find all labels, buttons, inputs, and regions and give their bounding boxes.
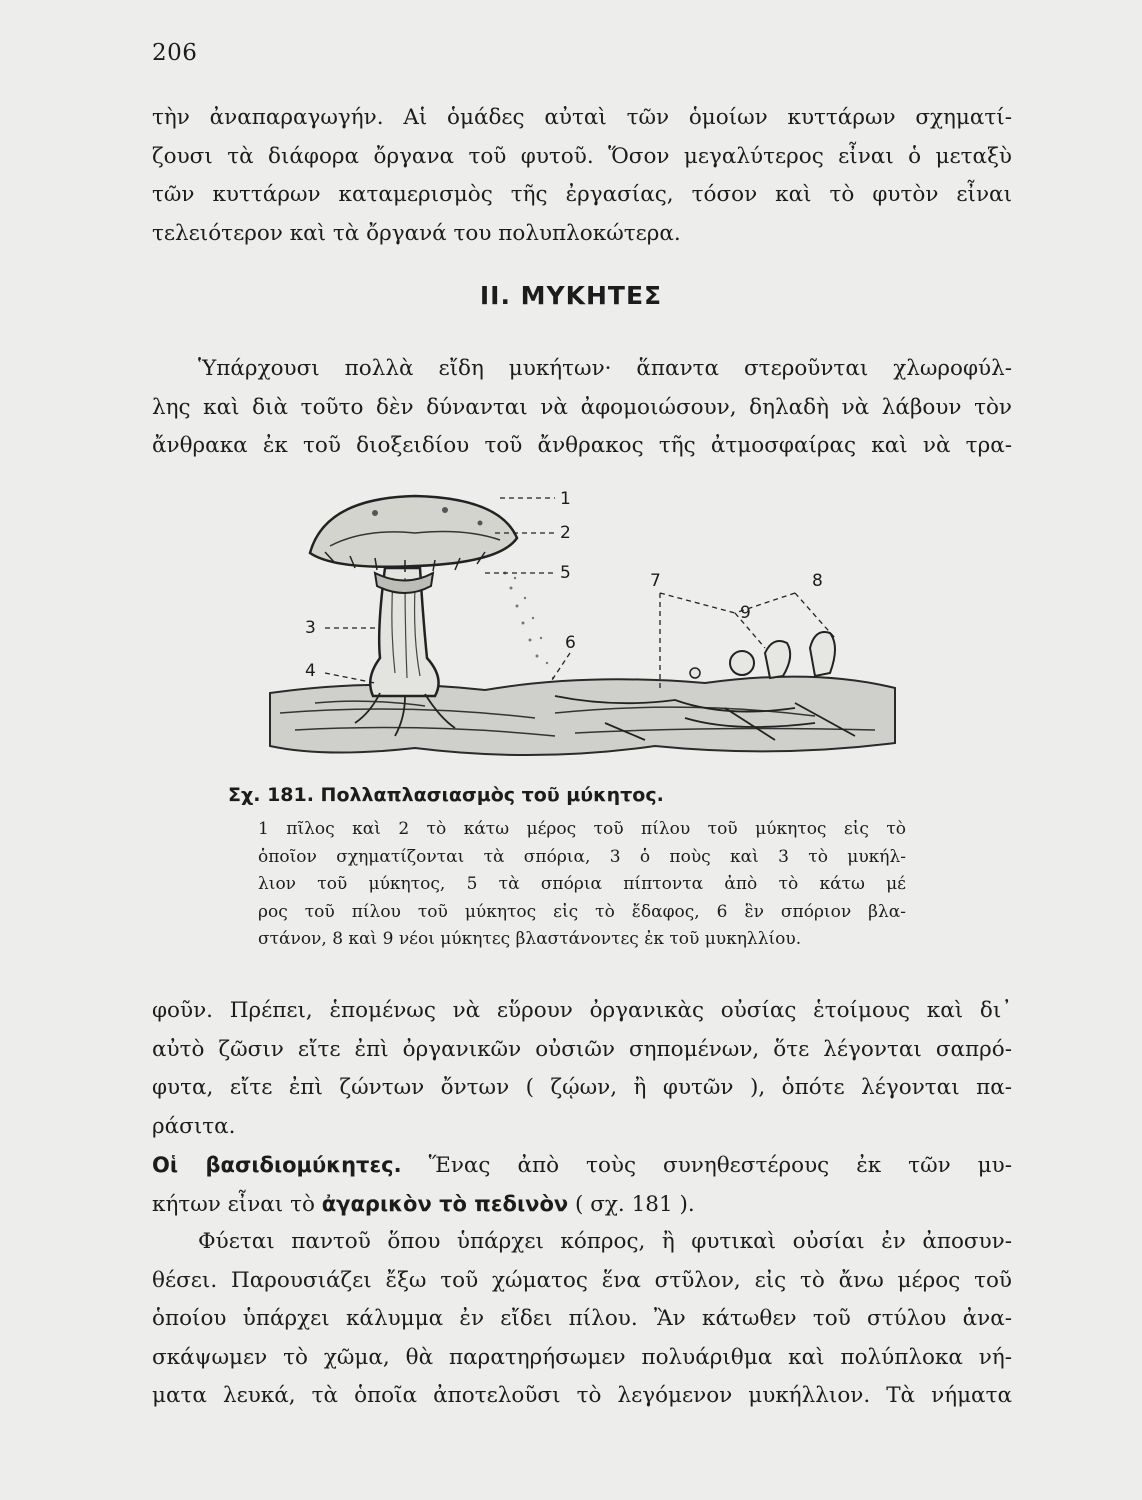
text-line: αὐτὸ ζῶσιν εἴτε ἐπὶ ὀργανικῶν οὐσιῶν σηπομένων, ὅτε λέγονται σαπρό- [152, 1036, 1012, 1062]
text-line: σκάψωμεν τὸ χῶμα, θὰ παρατηρήσωμεν πολυάριθμα καὶ πολύπλοκα νή- [152, 1344, 1012, 1370]
figure-label: 3 [305, 618, 316, 638]
figure-label: 2 [560, 523, 571, 543]
text-line: ὁποίου ὑπάρχει κάλυμμα ἐν εἴδει πίλου. Ἂν κάτωθεν τοῦ στύλου ἀνα- [152, 1306, 1012, 1331]
figure-label: 6 [565, 633, 576, 653]
text-line: φοῦν. Πρέπει, ἑπομένως νὰ εὕρουν ὀργανικὰς οὐσίας ἑτοίμους καὶ δι᾽ [152, 998, 1012, 1023]
text-run: Ἕνας ἀπὸ τοὺς συνηθεστέρους ἐκ τῶν μυ- [401, 1153, 1012, 1178]
figure-label: 9 [740, 603, 751, 623]
caption-line: 1 πῖλος καὶ 2 τὸ κάτω μέρος τοῦ πίλου τοῦ μύκητος εἰς τὸ [258, 819, 906, 839]
text-line [152, 1185, 1012, 1224]
text-line: τὴν ἀναπαραγωγήν. Αἱ ὁμάδες αὐταὶ τῶν ὁμοίων κυττάρων σχηματί- [152, 105, 1012, 130]
paragraph-cell-organs [152, 99, 1012, 253]
figure-label: 7 [650, 571, 661, 591]
figure-label: 1 [560, 489, 571, 509]
falling-spores [504, 572, 555, 680]
mushroom-cap [310, 496, 517, 572]
paragraph-saprophytes [152, 992, 1012, 1416]
text-line: Ὑπάρχουσι πολλὰ εἴδη μυκήτων· ἅπαντα στεροῦνται χλωροφύλ- [198, 356, 1012, 381]
text-run: ( σχ. 181 ). [568, 1191, 695, 1217]
text-line: Φύεται παντοῦ ὅπου ὑπάρχει κόπρος, ἢ φυτικαὶ οὐσίαι ἐν ἀποσυν- [198, 1229, 1012, 1254]
figure-caption-title: Σχ. 181. Πολλαπλασιασμὸς τοῦ μύκητος. [228, 784, 664, 806]
text-line: ράσιτα. [152, 1113, 236, 1139]
text-line: ἄνθρακα ἐκ τοῦ διοξειδίου τοῦ ἄνθρακος τῆς ἀτμοσφαίρας καὶ νὰ τρα- [152, 433, 1012, 458]
caption-line: λιον τοῦ μύκητος, 5 τὰ σπόρια πίπτοντα ἀπὸ τὸ κάτω μέ [258, 874, 906, 894]
figure-label: 5 [560, 563, 571, 583]
figure-caption [258, 816, 906, 954]
section-heading: ΙΙ. ΜΥΚΗΤΕΣ [479, 281, 663, 310]
text-line: τελειότερον καὶ τὰ ὄργανά του πολυπλοκώτερα. [152, 220, 681, 246]
text-line: λης καὶ διὰ τοῦτο δὲν δύνανται νὰ ἀφομοιώσουν, δηλαδὴ νὰ λάβουν τὸν [152, 394, 1012, 420]
subheading-basidiomycetes: Οἱ βασιδιομύκητες. [152, 1153, 402, 1177]
figure-label: 8 [812, 571, 823, 591]
caption-line: στάνον, 8 καὶ 9 νέοι μύκητες βλαστάνοντες ἐκ τοῦ μυκηλλίου. [258, 929, 802, 949]
young-mushrooms [690, 632, 835, 678]
text-line: ζουσι τὰ διάφορα ὄργανα τοῦ φυτοῦ. Ὅσον μεγαλύτερος εἶναι ὁ μεταξὺ [152, 143, 1012, 169]
term-agaricus: ἀγαρικὸν τὸ πεδινὸν [321, 1191, 569, 1216]
figure-label: 4 [305, 661, 316, 681]
text-line: ματα λευκά, τὰ ὁποῖα ἀποτελοῦσι τὸ λεγόμενον μυκήλλιον. Τὰ νήματα [152, 1383, 1012, 1408]
text-line: τῶν κυττάρων καταμερισμὸς τῆς ἐργασίας, τόσον καὶ τὸ φυτὸν εἶναι [152, 182, 1012, 207]
text-line: θέσει. Παρουσιάζει ἔξω τοῦ χώματος ἕνα στῦλον, εἰς τὸ ἄνω μέρος τοῦ [152, 1267, 1012, 1293]
text-line [152, 1146, 1012, 1185]
caption-line: ρος τοῦ πίλου τοῦ μύκητος εἰς τὸ ἔδαφος, 6 ἓν σπόριον βλα- [258, 901, 906, 922]
text-line: φυτα, εἴτε ἐπὶ ζώντων ὄντων ( ζῴων, ἢ φυτῶν ), ὁπότε λέγονται πα- [152, 1075, 1012, 1100]
text-run: κήτων εἶναι τὸ [152, 1191, 322, 1217]
paragraph-fungi-intro [152, 350, 1012, 466]
caption-line: ὁποῖον σχηματίζονται τὰ σπόρια, 3 ὁ ποὺς καὶ 3 τὸ μυκήλ- [258, 846, 906, 867]
page-number: 206 [152, 40, 198, 66]
mushroom-figure [255, 478, 915, 778]
